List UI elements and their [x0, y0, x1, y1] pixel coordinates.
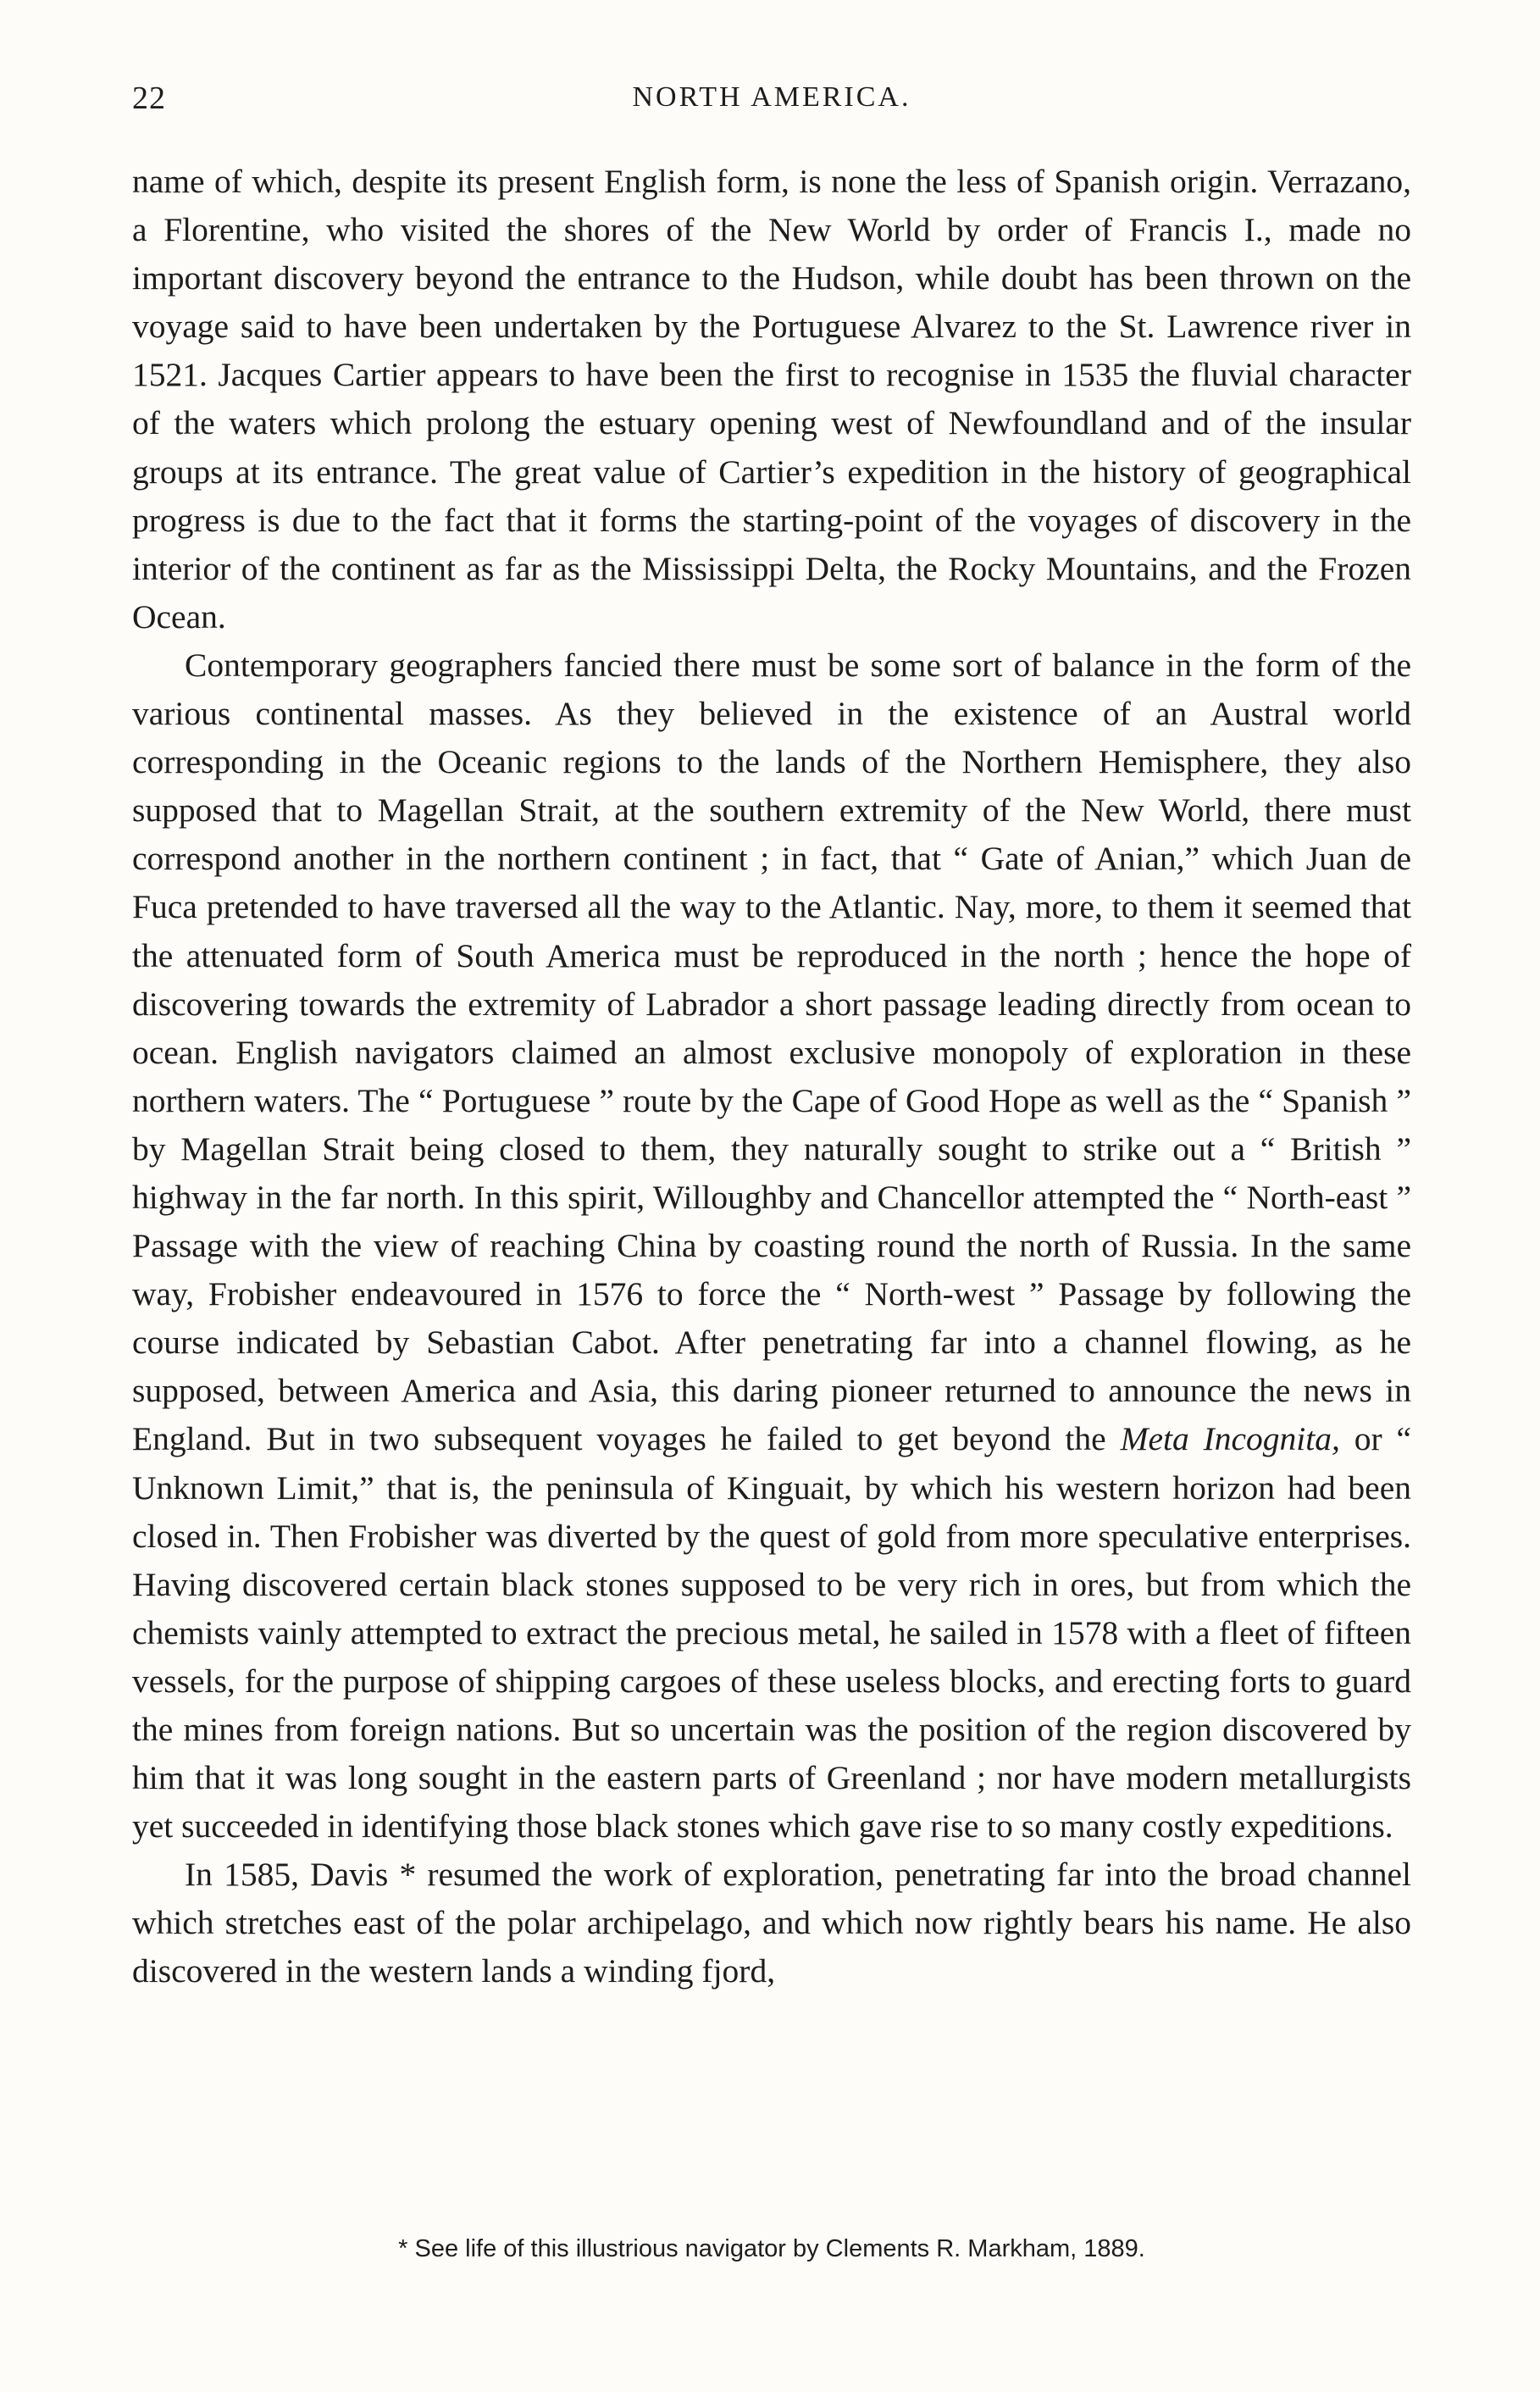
paragraph-1: name of which, despite its present English form, is none the less of Spanish origin. Verrazano, a Florentine, who visited the shores of the New World by order of Francis I., made no important discovery beyond the entrance to the Hudson, while doubt has been thrown on the voyage said to have been undertaken by the Portuguese Alvarez to the St. Lawrence river in 1521. Jacques Cartier appears to have been the first to recognise in 1535 the fluvial character of the waters which prolong the estuary opening west of Newfoundland and of the insular groups at its entrance. The great value of Cartier’s expedition in the history of geographical progress is due to the fact that it forms the starting-point of the voyages of discovery in the interior of the continent as far as the Mississippi Delta, the Rocky Mountains, and the Frozen Ocean.	[132, 163, 1411, 635]
paragraph-2-italic-term: Meta Incognita,	[1120, 1420, 1340, 1458]
body-text	[132, 158, 1411, 1996]
running-head	[132, 80, 1411, 130]
paragraph-3: In 1585, Davis * resumed the work of exploration, penetrating far into the broad channel which stretches east of the polar archipelago, and which now rightly bears his name. He also discovered in the western lands a winding fjord,	[132, 1856, 1411, 1990]
paragraph-2-text-a: Contemporary geographers fancied there must be some sort of balance in the form of the various continental masses. As they believed in the existence of an Austral world corresponding in the Oceanic regions to the lands of the Northern Hemisphere, they also supposed that to Magellan Strait, at the southern extremity of the New World, there must correspond another in the northern continent ; in fact, that “ Gate of Anian,” which Juan de Fuca pretended to have traversed all the way to the Atlantic. Nay, more, to them it seemed that the attenuated form of South America must be reproduced in the north ; hence the hope of discovering towards the extremity of Labrador a short passage leading directly from ocean to ocean. English navigators claimed an almost exclusive monopoly of exploration in these northern waters. The “ Portuguese ” route by the Cape of Good Hope as well as the “ Spanish ” by Magellan Strait being closed to them, they naturally sought to strike out a “ British ” highway in the far north. In this spirit, Willoughby and Chancellor attempted the “ North-east ” Passage with the view of reaching China by coasting round the north of Russia. In the same way, Frobisher endeavoured in 1576 to force the “ North-west ” Passage by following the course indicated by Sebastian Cabot. After penetrating far into a channel flowing, as he supposed, between America and Asia, this daring pioneer returned to announce the news in England. But in two subsequent voyages he failed to get beyond the	[132, 646, 1411, 1458]
page-number: 22	[132, 80, 166, 116]
running-title: NORTH AMERICA.	[632, 81, 911, 113]
footnote: * See life of this illustrious navigator by Clements R. Markham, 1889.	[398, 2235, 1145, 2262]
paragraph-2-text-b: or “ Unknown Limit,” that is, the peninsula of Kinguait, by which his western horizon had been closed in. Then Frobisher was diverted by the quest of gold from more speculative enterprises. Having discovered certain black stones supposed to be very rich in ores, but from which the chemists vainly attempted to extract the precious metal, he sailed in 1578 with a fleet of fifteen vessels, for the purpose of shipping cargoes of these useless blocks, and erecting forts to guard the mines from foreign nations. But so uncertain was the position of the region discovered by him that it was long sought in the eastern parts of Greenland ; nor have modern metallurgists yet succeeded in identifying those black stones which gave rise to so many costly expeditions.	[132, 1420, 1411, 1845]
paragraph-2	[132, 641, 1411, 1851]
